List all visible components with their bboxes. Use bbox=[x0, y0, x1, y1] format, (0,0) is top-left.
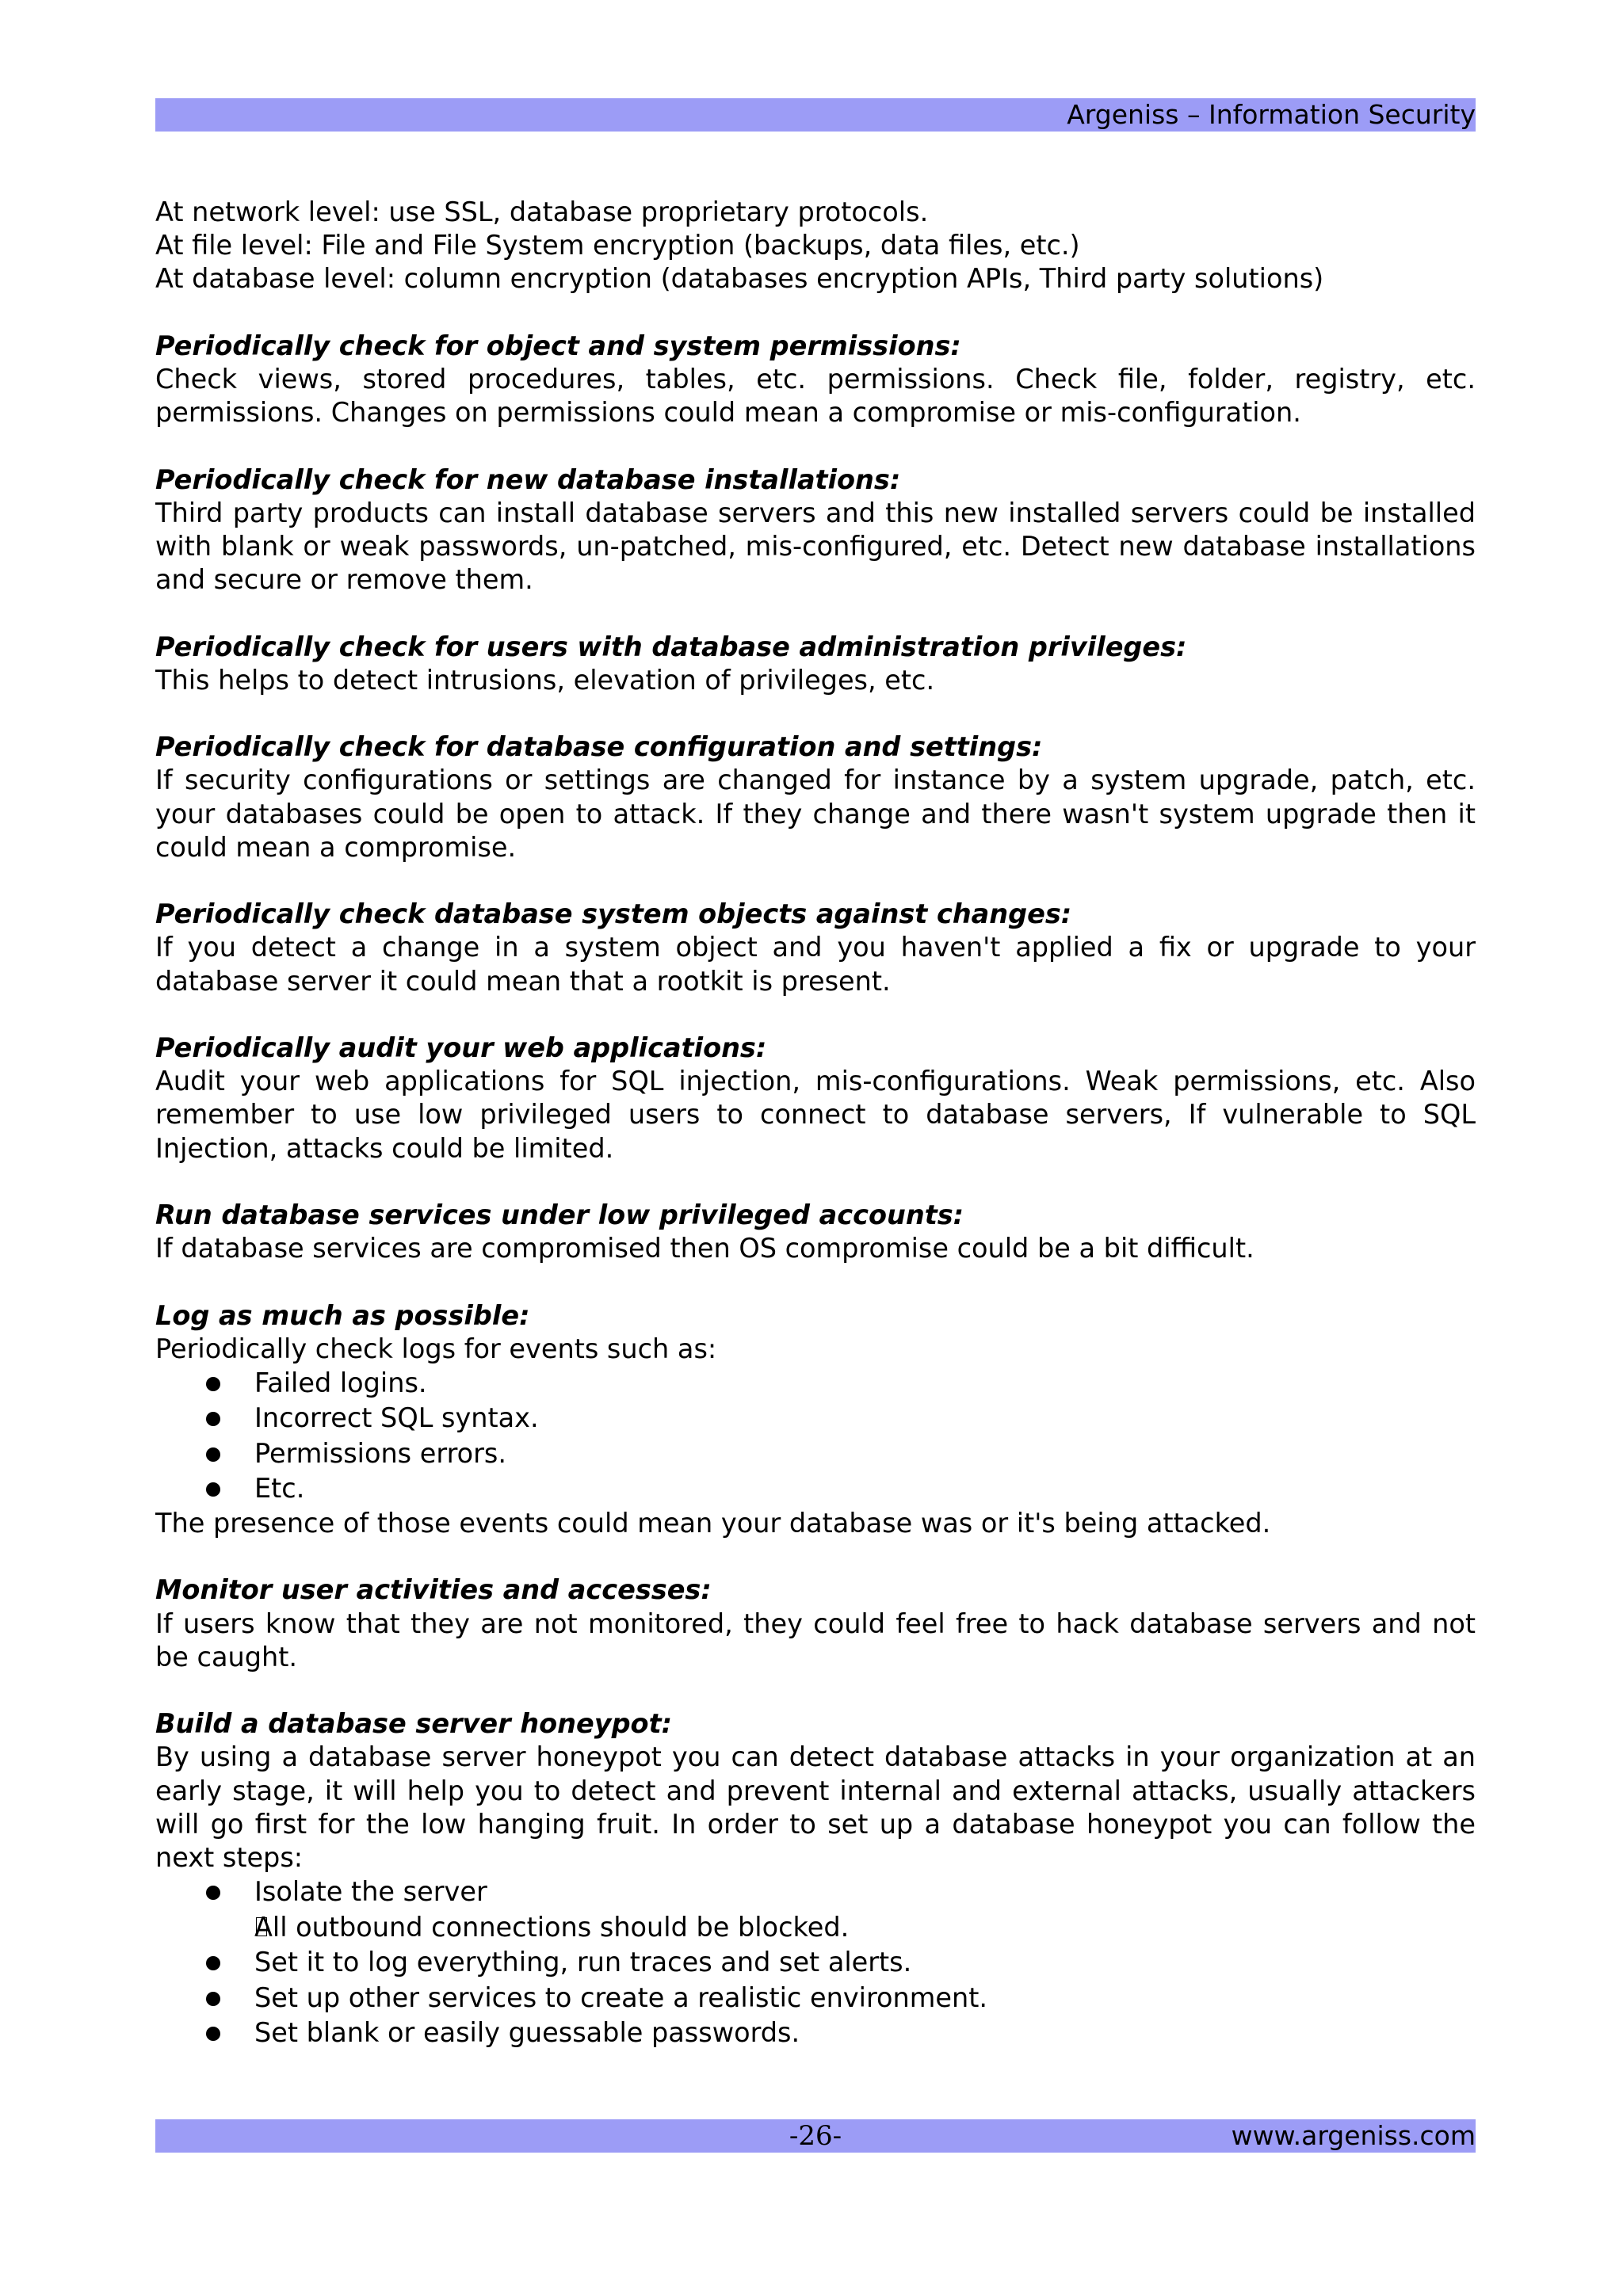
bullet-icon bbox=[206, 1992, 220, 2006]
section-body-monitor: If users know that they are not monitored, they could feel free to hack database servers and not be caught. bbox=[155, 1608, 1476, 1672]
section-body-admin-users: This helps to detect intrusions, elevation of privileges, etc. bbox=[155, 664, 935, 696]
section-body-configuration: If security configurations or settings are changed for instance by a system upgrade, patch, etc. your databases could be open to attack. If they change and there wasn't system upgrade then it could mean a compromise. bbox=[155, 765, 1476, 863]
section-intro-logging: Periodically check logs for events such as: bbox=[155, 1333, 717, 1364]
footer-bar bbox=[155, 2119, 1476, 2153]
section-heading-admin-users: Periodically check for users with database administration privileges: bbox=[155, 631, 1187, 662]
header-title: Argeniss – Information Security bbox=[1067, 99, 1476, 130]
intro-line: At network level: use SSL, database proprietary protocols. bbox=[155, 196, 929, 227]
bullet-icon bbox=[206, 1412, 220, 1426]
page-content bbox=[155, 196, 1476, 2051]
sub-list-item: All outbound connections should be blocked. bbox=[254, 1911, 850, 1943]
intro-line: At file level: File and File System encryption (backups, data files, etc.) bbox=[155, 230, 1080, 261]
section-heading-logging: Log as much as possible: bbox=[155, 1299, 530, 1331]
section-outro-logging: The presence of those events could mean your database was or it's being attacked. bbox=[155, 1507, 1271, 1539]
section-heading-permissions: Periodically check for object and system permissions: bbox=[155, 330, 961, 361]
list-item: Failed logins. bbox=[155, 1366, 1476, 1402]
list-item: Etc. bbox=[155, 1471, 1476, 1507]
bullet-icon bbox=[206, 2027, 220, 2041]
logging-bullet-list bbox=[155, 1366, 1476, 1507]
bullet-icon bbox=[206, 1377, 220, 1391]
list-item: Set up other services to create a realistic environment. bbox=[155, 1981, 1476, 2016]
footer-url: www.argeniss.com bbox=[1231, 2120, 1476, 2151]
bullet-icon bbox=[206, 1447, 220, 1462]
section-body-honeypot: By using a database server honeypot you can detect database attacks in your organization at an early stage, it will help you to detect and prevent internal and external attacks, usually attackers will go first for the low hanging fruit. In order to set up a database honeypot you can follow the next steps: bbox=[155, 1741, 1476, 1873]
list-item: Incorrect SQL syntax. bbox=[155, 1401, 1476, 1436]
section-heading-system-objects: Periodically check database system objects against changes: bbox=[155, 898, 1072, 930]
list-item: Permissions errors. bbox=[155, 1436, 1476, 1472]
list-item: Set it to log everything, run traces and set alerts. bbox=[155, 1945, 1476, 1981]
section-body-low-priv: If database services are compromised then OS compromise could be a bit difficult. bbox=[155, 1233, 1254, 1264]
list-item: Set blank or easily guessable passwords. bbox=[155, 2016, 1476, 2051]
section-body-system-objects: If you detect a change in a system object and you haven't applied a fix or upgrade to your database server it could mean that a rootkit is present. bbox=[155, 932, 1476, 997]
section-body-web-apps: Audit your web applications for SQL injection, mis-configurations. Weak permissions, etc. Also remember to use low privileged users to connect to database servers, If vulnerable to SQL Injection, attacks could be limited. bbox=[155, 1066, 1476, 1164]
bullet-icon bbox=[206, 1956, 220, 1970]
page-number: -26- bbox=[789, 2120, 842, 2152]
bullet-icon bbox=[206, 1482, 220, 1497]
section-heading-configuration: Periodically check for database configuration and settings: bbox=[155, 731, 1043, 763]
section-heading-low-priv: Run database services under low privileged accounts: bbox=[155, 1199, 964, 1230]
intro-line: At database level: column encryption (databases encryption APIs, Third party solutions) bbox=[155, 263, 1324, 295]
honeypot-bullet-list bbox=[155, 1875, 1476, 2051]
list-item: Isolate the server bbox=[155, 1875, 1476, 1910]
missing-glyph-icon bbox=[256, 1917, 267, 1936]
section-heading-web-apps: Periodically audit your web applications: bbox=[155, 1032, 767, 1063]
bullet-icon bbox=[206, 1886, 220, 1900]
section-heading-installations: Periodically check for new database installations: bbox=[155, 463, 901, 495]
section-heading-monitor: Monitor user activities and accesses: bbox=[155, 1574, 712, 1606]
section-body-permissions: Check views, stored procedures, tables, etc. permissions. Check file, folder, registry, etc. permissions. Changes on permissions could mean a compromise or mis-configuration. bbox=[155, 364, 1476, 429]
header-bar bbox=[155, 98, 1476, 132]
section-body-installations: Third party products can install database servers and this new installed servers could be installed with blank or weak passwords, un-patched, mis-configured, etc. Detect new database installations and secure or remove them. bbox=[155, 497, 1476, 596]
section-heading-honeypot: Build a database server honeypot: bbox=[155, 1708, 672, 1740]
